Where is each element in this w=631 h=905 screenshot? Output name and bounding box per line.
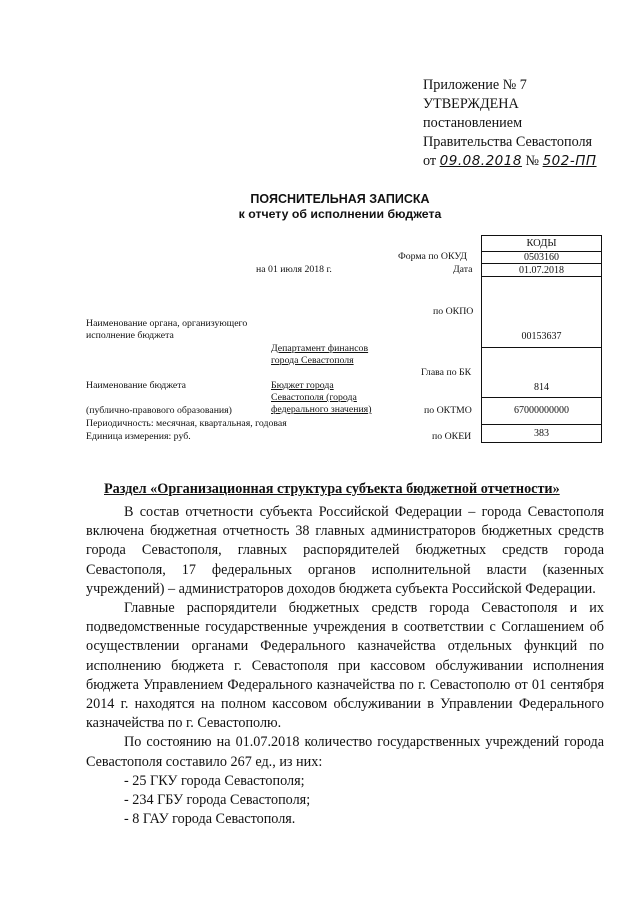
decree-label: постановлением [423,115,523,131]
decree-date-line [423,152,597,171]
list-item-gau: - 8 ГАУ города Севастополя. [124,811,296,828]
codes-header: КОДЫ [482,236,601,252]
glava-code: 814 [482,348,601,398]
okpo-code: 00153637 [482,277,601,348]
document-subtitle: к отчету об исполнении бюджета [238,207,442,221]
government-label: Правительства Севастополя [423,134,593,150]
glava-label: Глава по БК [421,367,472,378]
okpo-label: по ОКПО [433,306,474,317]
paragraph-2: Главные распорядители бюджетных средств города Севастополя и их подведомственные государственные учреждения в соответствии с Соглашением об осуществлении органами Федерального казначейства отдельных функций по исполнению бюджета г. Севастополя при кассовом обслуживании исполнения бюджета Управлением Федерального казначейства по г. Севастополю от 01 сентября 2014 г. находятся на полном кассовом обслуживании в Управлении Федерального казначейства по г. Севастополю. [86,600,604,732]
org-value-1: Департамент финансов [271,343,369,354]
unit-of-measure: Единица измерения: руб. [86,431,191,442]
okud-code: 0503160 [482,252,601,264]
codes-table [481,235,602,443]
paragraph-3: По состоянию на 01.07.2018 количество государственных учреждений города Севастополя составило 267 ед., из них: [86,734,604,770]
oktmo-label: по ОКТМО [424,405,472,416]
section-heading: Раздел «Организационная структура субъекта бюджетной отчетности» [104,481,560,497]
budget-sub-label: (публично-правового образования) [86,405,232,416]
okei-label: по ОКЕИ [432,431,472,442]
org-value-2: города Севастополя [271,355,354,366]
org-label-2: исполнение бюджета [86,330,174,341]
report-date: на 01 июля 2018 г. [256,264,332,275]
oktmo-code: 67000000000 [482,398,601,425]
number-label: № [525,153,540,169]
okud-label: Форма по ОКУД [398,251,467,262]
periodicity: Периодичность: месячная, квартальная, годовая [86,418,287,429]
budget-value-1: Бюджет города [271,380,334,391]
list-item-gbu: - 234 ГБУ города Севастополя; [124,792,311,809]
date-label: Дата [453,264,473,275]
document-title: ПОЯСНИТЕЛЬНАЯ ЗАПИСКА [250,192,430,206]
handwritten-date: 09.08.2018 [439,153,522,169]
date-code: 01.07.2018 [482,264,601,277]
appendix-block [423,76,597,171]
section-body [86,503,604,829]
budget-value-2: Севастополя (города [271,392,357,403]
list-item-gku: - 25 ГКУ города Севастополя; [124,772,305,789]
budget-value-3: федерального значения) [271,404,372,415]
approved-label: УТВЕРЖДЕНА [423,96,519,112]
paragraph-1: В состав отчетности субъекта Российской Федерации – города Севастополя включена бюджетная отчетность 38 главных администраторов бюджетных средств города Севастополя, главных распорядителей бюджетных средств города Севастополя, 17 федеральных органов исполнительной власти (казенных учреждений) – администраторов доходов бюджета субъекта Российской Федерации. [86,504,604,597]
org-label-1: Наименование органа, организующего [86,318,248,329]
okei-code: 383 [534,428,549,439]
budget-label: Наименование бюджета [86,380,187,391]
from-label: от [423,153,437,169]
handwritten-number: 502-ПП [542,153,597,169]
appendix-number: Приложение № 7 [423,77,527,93]
